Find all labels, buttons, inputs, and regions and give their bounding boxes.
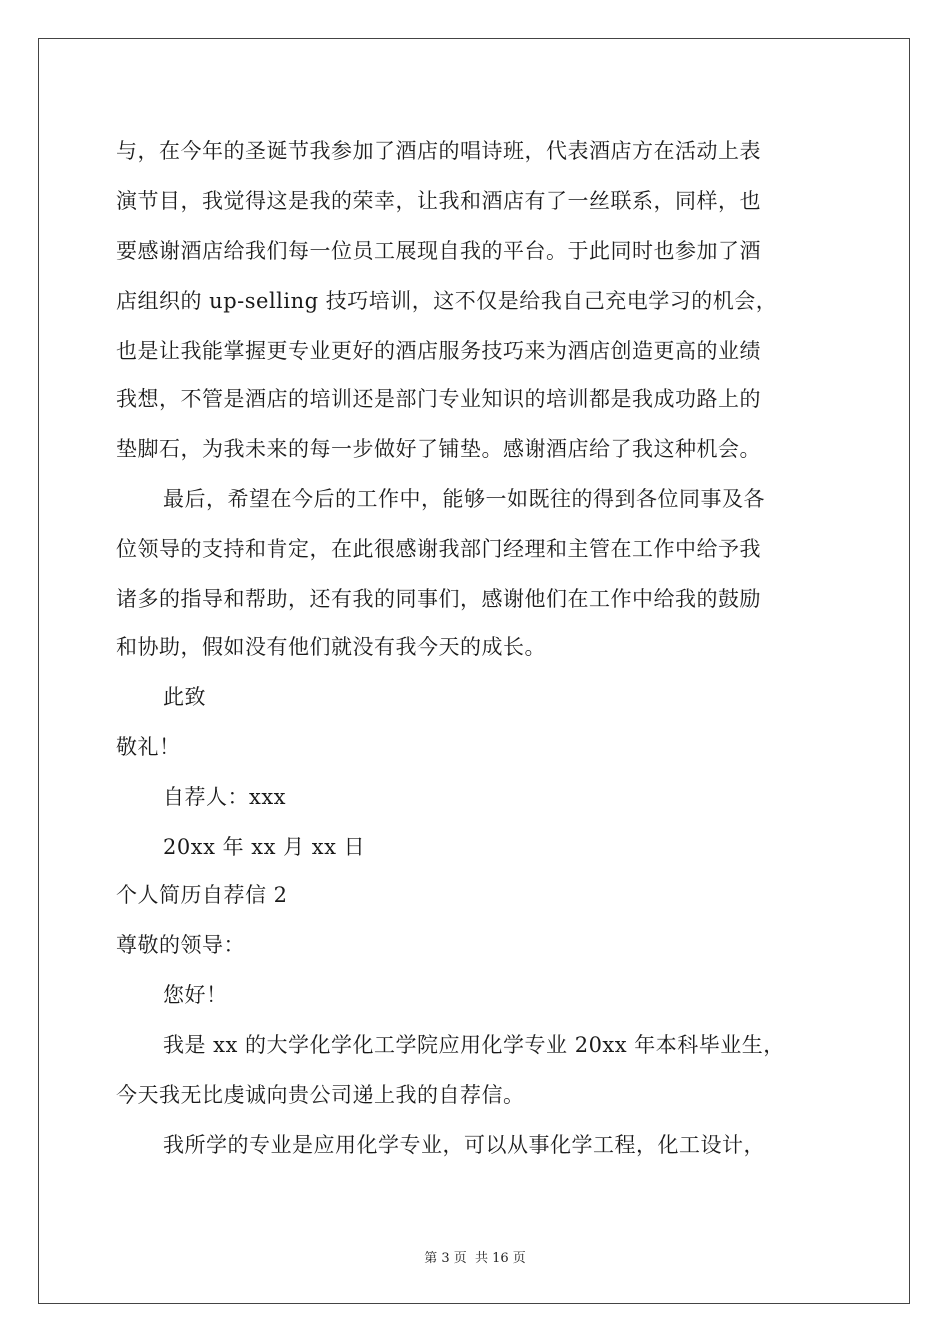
section-title: 个人简历自荐信 2 (116, 883, 288, 907)
greeting-hello: 您好！ (163, 983, 228, 1007)
page-border (38, 38, 910, 1304)
text-line: 诸多的指导和帮助，还有我的同事们，感谢他们在工作中给我的鼓励 (116, 587, 761, 611)
closing-regards: 敬礼！ (116, 735, 181, 759)
text-line: 位领导的支持和肯定，在此很感谢我部门经理和主管在工作中给予我 (116, 537, 761, 561)
page-total: 共 16 页 (474, 1251, 526, 1266)
greeting: 尊敬的领导： (116, 933, 245, 957)
text-line: 今天我无比虔诚向贵公司递上我的自荐信。 (116, 1083, 525, 1107)
paragraph-start: 最后，希望在今后的工作中，能够一如既往的得到各位同事及各 (163, 487, 765, 511)
text-line: 也是让我能掌握更专业更好的酒店服务技巧来为酒店创造更高的业绩 (116, 339, 761, 363)
text-line: 演节目，我觉得这是我的荣幸，让我和酒店有了一丝联系，同样，也 (116, 189, 761, 213)
text-line: 垫脚石，为我未来的每一步做好了铺垫。感谢酒店给了我这种机会。 (116, 437, 761, 461)
text-line: 要感谢酒店给我们每一位员工展现自我的平台。于此同时也参加了酒 (116, 239, 761, 263)
paragraph-start: 我是 xx 的大学化学化工学院应用化学专业 20xx 年本科毕业生， (163, 1033, 785, 1057)
page-footer (0, 1247, 950, 1266)
date-line: 20xx 年 xx 月 xx 日 (163, 835, 366, 859)
page-number: 第 3 页 (424, 1251, 467, 1266)
text-line: 和协助，假如没有他们就没有我今天的成长。 (116, 635, 546, 659)
text-line: 店组织的 up-selling 技巧培训，这不仅是给我自己充电学习的机会， (116, 289, 778, 313)
closing-salutation: 此致 (163, 685, 206, 709)
text-line: 我想，不管是酒店的培训还是部门专业知识的培训都是我成功路上的 (116, 387, 761, 411)
text-line: 与，在今年的圣诞节我参加了酒店的唱诗班，代表酒店方在活动上表 (116, 139, 761, 163)
paragraph-start: 我所学的专业是应用化学专业，可以从事化学工程，化工设计， (163, 1133, 765, 1157)
signature: 自荐人：xxx (163, 785, 287, 809)
